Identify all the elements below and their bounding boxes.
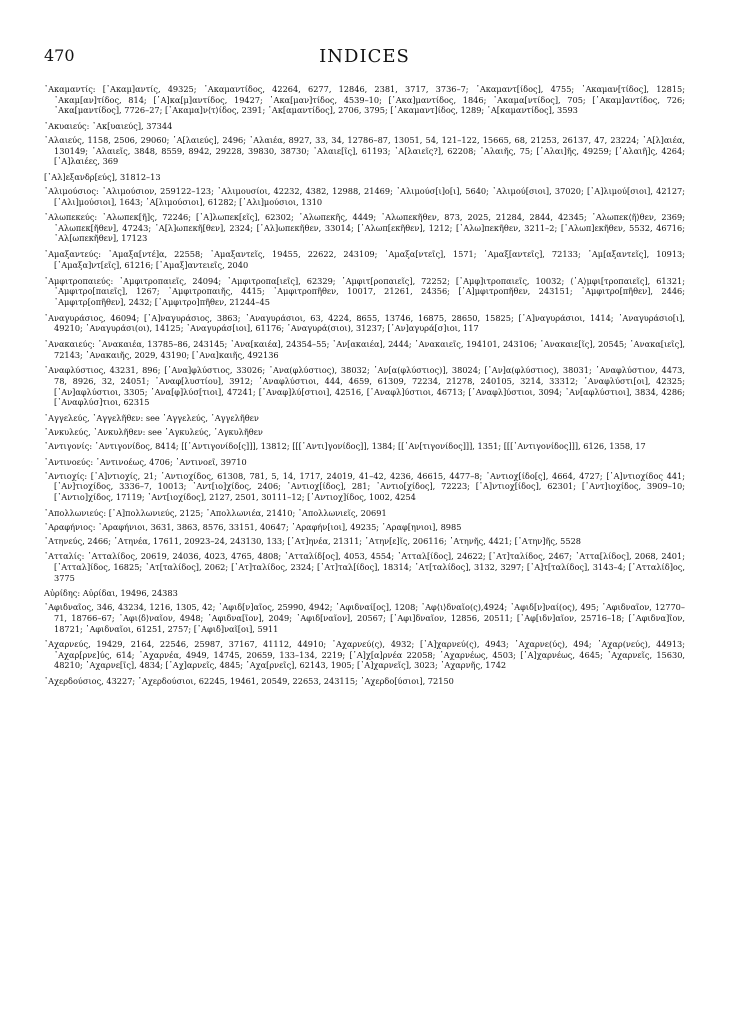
index-entry: ᾿Ανακαιεύς: ᾿Ανακαιέα, 13785–86, 243145; ᾿Ανα[καιέα], 24354–55; ᾿Αν[ακαιέα], 2444; ᾿Ανακαιεῖς, 194101, 243106; ᾿Ανακαιε[ῖς], 20545; ᾿Ανακα[ιεῖς], 72143; ᾿Ανακαιῆς, 2029, 43190; [᾿Ανα]καιῆς, 492136	[44, 338, 685, 360]
index-entry: ᾿Αναφλύστιος, 43231, 896; [᾿Ανα]φλύστιος, 33026; ᾿Ανα(φλύστιος), 38032; ᾿Αν[α(φλύστιος)], 38024; [᾿Αν]α(φλύστιος), 38031; ᾿Αναφλύστιον, 4473, 78, 8926, 32, 24051; ᾿Αναφ[λυστίου], 3912; ᾿Αναφλύστιοι, 444, 4659, 61309, 72234, 21278, 240105, 3214, 33312; ᾿Αναφλύστι[οι], 42325; [᾿Αν]αφλύστιοι, 3305; ᾿Ανα[φ]λύσ[τιοι], 47241; [᾿Αναφ]λύ[στιοι], 42516, [᾿Αναφλ]ύστιοι, 46713; [᾿Αναφλ]ύστιοι, 3094; ᾿Αν[αφλύστιοι], 3834, 4286; [᾿Αναφλύσ]τιοι, 62315	[44, 365, 685, 408]
index-entry: ᾿Αντιγονίς: ᾿Αντιγονίδος, 8414; [[᾿Αντιγονίδο[ς]]], 13812; [[[᾿Αντι]γονίδος]], 1384; [[᾿Αν[τιγονίδος]]], 1351; [[[᾿Αντιγονίδος]]], 6126, 1358, 17	[44, 440, 646, 451]
index-entry: ᾿Αλαιεύς, 1158, 2506, 29060; ᾿Α[λαιεύς], 2496; ᾿Αλαιέα, 8927, 33, 34, 12786–87, 13051, 54, 121–122, 15665, 68, 21253, 26137, 47, 23224; ᾿Α[λ]αιέα, 130149; ᾿Αλαιεῖς, 3848, 8559, 8942, 29228, 39830, 38730; ᾿Αλαιε[ῖς], 61193; ᾿Α[λαιεῖς?], 62208; ᾿Αλαιῆς, 75; [᾿Αλαι]ῆς, 49259; [᾿Αλαιῆ]ς, 4264; [᾿Α]λαιέες, 369	[44, 134, 685, 167]
index-entry: ᾿Αφιδναῖος, 346, 43234, 1216, 1305, 42; ᾿Αφιδ[ν]αῖος, 25990, 4942; ᾿Αφιδναί[ος], 1208; ᾿Αφ⟨ι⟩δναῖο(ς),4924; ᾿Αφιδ[ν]ναί(ος), 495; ᾿Αφιδναῖον, 12770–71, 18766–67; ᾿Αφι⟨δ⟩ναῖον, 4948; ᾿Αφιδνα[ῖον], 2049; ᾿Αφιδ[ναῖον], 20567; [᾿Αφι]δναῖον, 12856, 20511; [᾿Αφ[ιδν]αῖον, 25716–18; [᾿Αφιδνα]ῖον, 18721; ᾿Αφιδναῖοι, 61251, 2757; [᾿Αφιδ]ναῖ[οι], 5911	[44, 602, 685, 634]
index-entries	[44, 84, 685, 692]
index-entry: ᾿Αναγυράσιος, 46094; [᾿Α]ναγυράσιος, 3863; ᾿Αναγυράσιοι, 63, 4224, 8655, 13746, 16875, 28650, 15825; [᾿Α]ναγυράσιοι, 1414; ᾿Αναγυράσιο[ι], 49210; ᾿Αναγυράσι(οι), 14125; ᾿Αναγυράσ[ιοι], 61176; ᾿Αναγυρά(σιοι), 31237; [᾿Αν]αγυρά[σ]ιοι, 117	[44, 312, 685, 334]
index-entry: ᾿Αγγελεύς, ᾿Αγγελῆθεν: see ᾿Αγγελεύς, ᾿Αγγελῆθεν	[44, 412, 259, 423]
index-entry: ᾿Αχερδούσιος, 43227; ᾿Αχερδούσιοι, 62245, 19461, 20549, 22653, 243115; ᾿Αχερδο[ύσιοι], 72150	[44, 676, 454, 687]
index-entry: ᾿Αμαξαντεύς: ᾿Αμαξα[ντέ]α, 22558; ᾿Αμαξαντεῖς, 19455, 22622, 243109; ᾿Αμαξα[ντεῖς], 1571; ᾿Αμαξ[αντεῖς], 72133; ᾿Αμ[αξαντεῖς], 10913; [᾿Αμαξα]ντ[εῖς], 61216; [᾿Αμαξ]αντειεῖς, 2040	[44, 249, 685, 270]
index-entry: ᾿Απολλωνιεύς: [᾿Α]πολλωνιεύς, 2125; ᾿Απολλωνιέα, 21410; ᾿Απολλωνιεῖς, 20691	[44, 507, 387, 518]
index-entry: [᾿Αλ]εξανδρ[εύς], 31812–13	[44, 171, 161, 182]
index-entry: ᾿Αραφήνιος: ᾿Αραφήνιοι, 3631, 3863, 8576, 33151, 40647; ᾿Αραφήν[ιοι], 49235; ᾿Αραφ[ηνιοι], 8985	[44, 521, 462, 532]
index-entry: ᾿Αλωπεκεύς: ᾿Αλωπεκ[ῆ]ς, 72246; [᾿Α]λωπεκ[εῖς], 62302; ᾿Αλωπεκῆς, 4449; ᾿Αλωπεκῆθεν, 873, 2025, 21284, 2844, 42345; ᾿Αλωπεκ⟨ῆ⟩θεν, 2369; ᾿Αλωπεκ[ῆθεν], 47243; ᾿Α[λ]ωπεκῆ[θεν], 2324; [᾿Αλ]ωπεκῆθεν, 33014; [᾿Αλωπ[εκῆθεν], 1212; [᾿Αλω]πεκῆθεν, 3211–2; [᾿Αλωπ]εκῆθεν, 5532, 46716; ᾿Αλ[ωπεκῆθεν], 17123	[44, 212, 685, 244]
index-entry: ᾿Αλιμούσιος: ᾿Αλιμούσιον, 259122–123; ᾿Αλιμουσίοι, 42232, 4382, 12988, 21469; ᾿Αλιμούσ[ι]ο[ι], 5640; ᾿Αλιμού[σιοι], 37020; [᾿Α]λιμού[σιοι], 42127; [᾿Αλι]μούσιοι], 1643; ᾿Α[λιμούσιοι], 61282; [᾿Αλι]μούσιοι, 1310	[44, 185, 685, 207]
index-entry: ᾿Ατηνεύς, 2466; ᾿Ατηνέα, 17611, 20923–24, 243130, 133; [᾿Ατ]ηνέα, 21311; ᾿Ατην[ε]ῖς, 206116; ᾿Ατηνῆς, 4421; [᾿Ατην]ῆς, 5528	[44, 535, 581, 546]
index-entry: ᾿Ατταλίς: ᾿Ατταλίδος, 20619, 24036, 4023, 4765, 4808; ᾿Ατταλίδ[ος], 4053, 4554; ᾿Ατταλ[ίδος], 24622; [᾿Ατ]ταλίδος, 2467; ᾿Αττα[λίδος], 2068, 2401; [᾿Ατταλ]ίδος, 16825; ᾿Ατ[ταλίδος], 2062; [᾿Ατ]ταλίδος, 2324; [᾿Ατ]ταλ[ίδος], 18314; ᾿Ατ[ταλίδος], 3132, 3297; [᾿Α]τ[ταλίδος], 3143–4; [᾿Ατταλίδ]ος, 3775	[44, 551, 685, 583]
page-number: 470	[44, 46, 75, 65]
index-entry: ᾿Ακαμαντίς: [᾿Ακαμ]αντίς, 49325; ᾿Ακαμαντίδος, 42264, 6277, 12846, 2381, 3717, 3736–7; ᾿Ακαμαντ[ίδος], 4755; ᾿Ακαμαν[τίδος], 12815; ᾿Ακαμ[αν]τίδος, 814; [᾿Α]κα[μ]αντίδος, 19427; ᾿Ακα[μαν]τίδος, 4539–10; [᾿Ακα]μαντίδος, 1846; ᾿Ακαμα[ντίδος], 705; [᾿Ακαμ]αντίδος, 726; ᾿Ακα[μαντίδος], 7726–27; [᾿Ακαμα]ν⟨τ⟩ίδος, 2391; ᾿Ακ[αμαντίδος], 2706, 3795; [᾿Ακαμαντ]ίδος, 1289; ᾿Α[καμαντίδος], 3593	[44, 84, 685, 116]
index-entry: ᾿Ανκυλεύς, ᾿Ανκυλῆθεν: see ᾿Αγκυλεύς, ᾿Αγκυλῆθεν	[44, 426, 263, 437]
index-entry: Αὐρίδης: Αὐρίδαι, 19496, 24383	[44, 588, 178, 599]
index-entry: ᾿Αμφιτροπαιεύς: ᾿Αμφιτροπαιεῖς, 24094; ᾿Αμφιτροπα[ιεῖς], 62329; ᾿Αμφιτ[ροπαιεῖς], 72252; [᾿Αμφ]ιτροπαιεῖς, 10032; ⟨᾿Α⟩μφι[τροπαιεῖς], 61321; ᾿Αμφιτρο[παιεῖς], 1267; ᾿Αμφιτροπαιῆς, 4415; ᾿Αμφιτροπῆθεν, 10017, 21261, 24356; [᾿Α]μφιτροπῆθεν, 243151; ᾿Αμφιτρο[πῆθεν], 2446; ᾿Αμφιτρ[οπῆθεν], 2432; [᾿Αμφιτρο]πῆθεν, 21244–45	[44, 275, 685, 307]
index-entry: ᾿Αχαρνεύς, 19429, 2164, 22546, 25987, 37167, 41112, 44910; ᾿Αχαρνεύ(ς), 4932; [᾿Α]χαρνεύ(ς), 4943; ᾿Αχαρνε(ύς), 494; ᾿Αχαρ(νεύς), 44913; ᾿Αχαρ[ρνε]ύς, 614; ᾿Αχαρνέα, 4949, 14745, 20659, 133–134, 2219; [᾿Α]χ[α]ρνέα 22058; ᾿Αχαρνέως, 4503; [᾿Α]χαρνέως, 4645; ᾿Αχαρνεῖς, 15630, 48210; ᾿Αχαρνε[ῖς], 4834; [᾿Αχ]αρνεῖς, 4845; ᾿Αχα[ρνεῖς], 62143, 1905; [᾿Α]χαρνεῖς], 3023; ᾿Αχαρνῆς, 1742	[44, 639, 685, 671]
index-entry: ᾿Ακυαιεύς: ᾿Ακ[υαιεύς], 37344	[44, 120, 173, 131]
index-entry: ᾿Αντιοχίς: [᾿Α]ντιοχίς, 21; ᾿Αντιοχίδος, 61308, 781, 5, 14, 1717, 24019, 41–42, 4236, 46615, 4477–8; ᾿Αντιοχ[ίδο[ς], 4664, 4727; [᾿Α]ντιοχίδος 441; [᾿Αν]τιοχίδος, 3336–7, 10013; ᾿Αντ[ιο]χίδος, 2406; ᾿Αντιοχ[ίδος], 281; ᾿Αντιο[χίδος], 72223; [᾿Α]ντιοχ[ίδος], 62301; [᾿Αντ]ιοχίδος, 3909–10; [᾿Αντιο]χίδος, 17119; ᾿Αντ[ιοχίδος], 2127, 2501, 30111–12; [᾿Αντιοχ]ίδος, 1002, 4254	[44, 470, 685, 502]
running-header: INDICES	[319, 46, 410, 67]
index-entry: ᾿Αντινοεύς: ᾿Αντινοέως, 4706; ᾿Αντινοεῖ, 39710	[44, 456, 247, 467]
